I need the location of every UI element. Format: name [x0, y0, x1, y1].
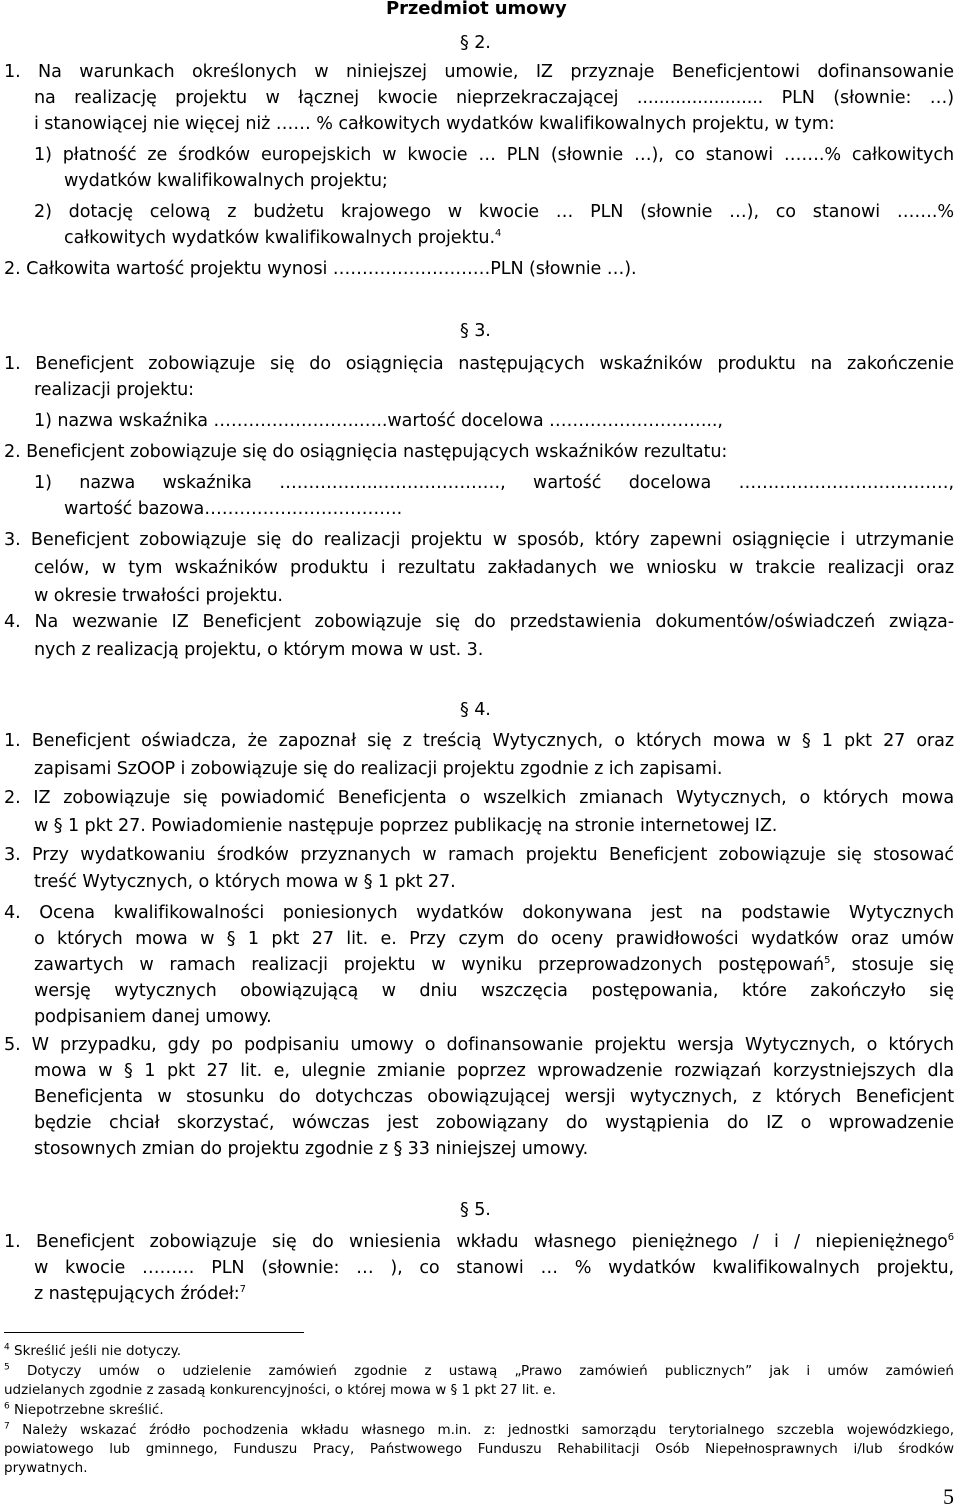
s4-paragraph-5-line-4: będzie chciał skorzystać, wówczas jest zobowiązany do wystąpienia do IZ o wprowadzenie [34, 1113, 954, 1133]
section-3-heading: § 3. [460, 321, 491, 341]
s2-paragraph-1-line-1: 1. Na warunkach określonych w niniejszej umowie, IZ przyznaje Beneficjentowi dofinansowanie [4, 62, 954, 82]
s3-paragraph-1-line-2: realizacji projektu: [34, 380, 194, 400]
s2-paragraph-1-line-2: na realizację projektu w łącznej kwocie nieprzekraczającej ....................... PLN (słownie: …) [34, 88, 954, 108]
s2-item-2-line-2: całkowitych wydatków kwalifikowalnych projektu.$^4$ [64, 228, 502, 248]
s4-paragraph-3-line-2: treść Wytycznych, o których mowa w § 1 pkt 27. [34, 872, 456, 892]
footnote-5-line-1: $^5$ Dotyczy umów o udzielenie zamówień zgodnie z ustawą „Prawo zamówień publicznych” jak i umów zamówień [4, 1362, 954, 1379]
s2-paragraph-2: 2. Całkowita wartość projektu wynosi ………………………PLN (słownie …). [4, 259, 637, 279]
footnote-ref-6: 6 [947, 1232, 954, 1244]
s4-paragraph-5-line-1: 5. W przypadku, gdy po podpisaniu umowy o dofinansowanie projektu wersja Wytycznych, o których [4, 1035, 954, 1055]
footnote-ref-5: 5 [824, 955, 831, 967]
s4-paragraph-3-line-1: 3. Przy wydatkowaniu środków przyznanych w ramach projektu Beneficjent zobowiązuje się stosować [4, 845, 954, 865]
s3-paragraph-4-line-1: 4. Na wezwanie IZ Beneficjent zobowiązuje się do przedstawienia dokumentów/oświadczeń związa- [4, 612, 954, 632]
s3-paragraph-3-line-3: w okresie trwałości projektu. [34, 586, 283, 606]
document-title: Przedmiot umowy [386, 0, 567, 19]
s4-paragraph-2-line-2: w § 1 pkt 27. Powiadomienie następuje poprzez publikację na stronie internetowej IZ. [34, 816, 778, 836]
s2-item-1-line-2: wydatków kwalifikowalnych projektu; [64, 171, 388, 191]
s4-paragraph-1-line-1: 1. Beneficjent oświadcza, że zapoznał się z treścią Wytycznych, o których mowa w § 1 pkt 27 oraz [4, 731, 954, 751]
s4-paragraph-5-line-2: mowa w § 1 pkt 27 lit. e, ulegnie zmianie poprzez wprowadzenie rozwiązań korzystniejszych dla [34, 1061, 954, 1081]
footnote-ref-7: 7 [239, 1284, 246, 1296]
s3-paragraph-2: 2. Beneficjent zobowiązuje się do osiągnięcia następujących wskaźników rezultatu: [4, 442, 728, 462]
section-4-heading: § 4. [460, 700, 491, 720]
footnote-4: $^4$ Skreślić jeśli nie dotyczy. [4, 1342, 181, 1359]
footnote-5-line-2: udzielanych zgodnie z zasadą konkurencyjności, o której mowa w § 1 pkt 27 lit. e. [4, 1382, 556, 1398]
s5-paragraph-1-line-2: w kwocie ……… PLN (słownie: … ), co stanowi … % wydatków kwalifikowalnych projektu, [34, 1258, 954, 1278]
s3-indicator-2-line-2: wartość bazowa……………………………. [64, 499, 403, 519]
footnote-ref-4: 4 [494, 228, 502, 240]
s4-paragraph-5-line-3: Beneficjenta w stosunku do dotychczas obowiązującej wersji wytycznych, z których Beneficjent [34, 1087, 954, 1107]
footnote-separator [4, 1332, 304, 1333]
s3-paragraph-3-line-1: 3. Beneficjent zobowiązuje się do realizacji projektu w sposób, który zapewni osiągnięcie i utrzymanie [4, 530, 954, 550]
section-5-heading: § 5. [460, 1200, 491, 1220]
footnote-7-line-1: $^7$ Należy wskazać źródło pochodzenia wkładu własnego m.in. z: jednostki samorządu terytorialnego szczebla wojewódzkiego, [4, 1421, 955, 1438]
s4-paragraph-4-line-2: o których mowa w § 1 pkt 27 lit. e. Przy czym do oceny prawidłowości wydatków oraz umów [34, 929, 954, 949]
s3-indicator-1: 1) nazwa wskaźnika …………………….…..wartość docelowa ……………………….., [34, 411, 723, 431]
footnote-7-line-2: powiatowego lub gminnego, Funduszu Pracy, Państwowego Funduszu Rehabilitacji Osób Niepełnosprawnych i/lub środków [4, 1441, 954, 1457]
s4-paragraph-5-line-5: stosownych zmian do projektu zgodnie z § 33 niniejszej umowy. [34, 1139, 589, 1159]
s4-paragraph-4-line-4: wersję wytycznych obowiązującą w dniu wszczęcia postępowania, które zakończyło się [34, 981, 954, 1001]
s4-paragraph-1-line-2: zapisami SzOOP i zobowiązuje się do realizacji projektu zgodnie z ich zapisami. [34, 759, 723, 779]
s4-paragraph-4-line-1: 4. Ocena kwalifikowalności poniesionych wydatków dokonywana jest na podstawie Wytycznych [4, 903, 954, 923]
s3-paragraph-1-line-1: 1. Beneficjent zobowiązuje się do osiągnięcia następujących wskaźników produktu na zakończenie [4, 354, 954, 374]
s2-paragraph-1-line-3: i stanowiącej nie więcej niż …… % całkowitych wydatków kwalifikowalnych projektu, w tym: [34, 114, 835, 134]
s2-item-2-line-1: 2) dotację celową z budżetu krajowego w kwocie … PLN (słownie …), co stanowi …….% [34, 202, 954, 222]
s3-indicator-2-line-1: 1) nazwa wskaźnika ……………..…………………, wartość docelowa ………………………………, [34, 473, 954, 493]
footnote-6: $^6$ Niepotrzebne skreślić. [4, 1401, 164, 1418]
page-number: 5 [943, 1484, 954, 1509]
s5-paragraph-1-line-1: 1. Beneficjent zobowiązuje się do wniesienia wkładu własnego pieniężnego / i / niepieniężnego$^6$ [4, 1232, 954, 1252]
s2-item-1-line-1: 1) płatność ze środków europejskich w kwocie … PLN (słownie …), co stanowi …….% całkowitych [34, 145, 954, 165]
s4-paragraph-4-line-3: zawartych w ramach realizacji projektu w wyniku przeprowadzonych postępowań$^5$, stosuje się [34, 955, 955, 975]
s5-paragraph-1-line-3: z następujących źródeł:$^7$ [34, 1284, 246, 1304]
section-2-heading: § 2. [460, 33, 491, 53]
s3-paragraph-3-line-2: celów, w tym wskaźników produktu i rezultatu zakładanych we wniosku w trakcie realizacji oraz [34, 558, 954, 578]
s3-paragraph-4-line-2: nych z realizacją projektu, o którym mowa w ust. 3. [34, 640, 484, 660]
s4-paragraph-4-line-5: podpisaniem danej umowy. [34, 1007, 272, 1027]
s4-paragraph-2-line-1: 2. IZ zobowiązuje się powiadomić Beneficjenta o wszelkich zmianach Wytycznych, o których mowa [4, 788, 954, 808]
footnote-7-line-3: prywatnych. [4, 1460, 88, 1476]
